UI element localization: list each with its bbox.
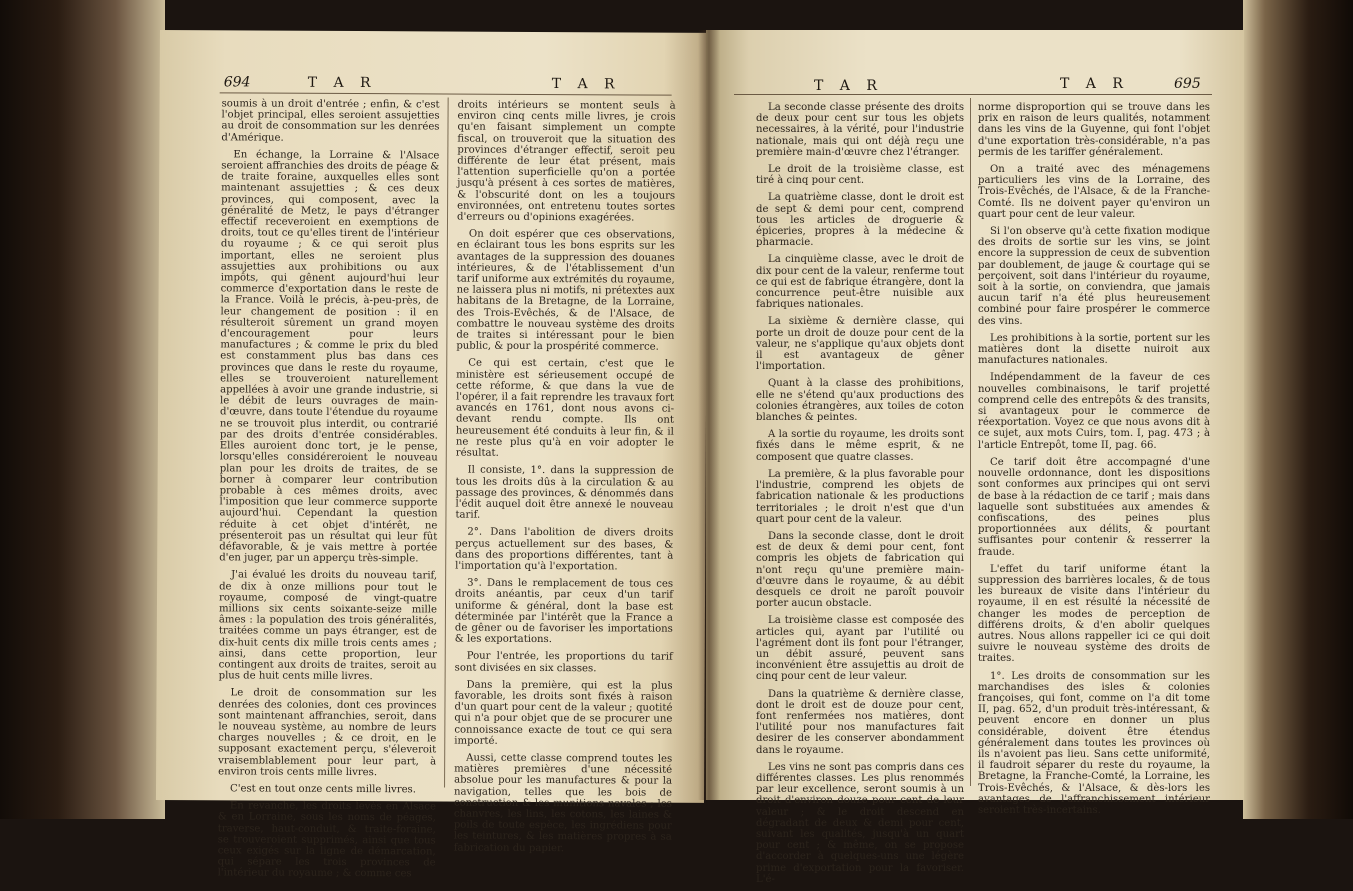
- paragraph: Quant à la classe des prohibitions, elle ne s'étend qu'aux productions des colonies étrangères, aux toiles de coton blanches & peintes.: [756, 378, 964, 424]
- paragraph: J'ai évalué les droits du nouveau tarif, de dix à onze millions pour tout le royaume, composé de vingt-quatre millions six cents soixante-seize mille âmes : la population des trois généralités, traitées comme un pays étranger, est de dix-huit cents dix mille trois cents ames ; ainsi, dans cette proportion, leur contingent aux droits de traites, seroit au plus de huit cents mille livres.: [218, 569, 438, 683]
- paragraph: Indépendamment de la faveur de ces nouvelles combinaisons, le tarif projetté comprend celle des entrepôts & des transits, si avantageux pour le commerce de réexportation. Voyez ce que nous avons dit à ce sujet, aux mots Cuirs, tom. I, pag. 473 ; à l'article Entrepôt, tome II, pag. 66.: [978, 372, 1210, 451]
- running-header-left: T A R: [814, 78, 883, 94]
- paragraph: L'effet du tarif uniforme étant la suppression des barrières locales, & de tous les bureaux de visite dans l'intérieur du royaume, il en est résulté la nécessité de changer les modes de perception de différens droits, & d'en abolir quelques autres. Nous allons rappeller ici ce qui doit suivre le nouveau système des droits de traites.: [978, 563, 1210, 665]
- book-binding-left: [0, 0, 165, 819]
- paragraph: 1°. Les droits de consommation sur les marchandises des isles & colonies françoises, qui font, comme on l'a dit tome II, pag. 652, d'un produit très-intéressant, & peuvent encore en donner un plus considérable, doivent être étendus généralement dans toutes les provinces où ils n'avoient pas lieu. Sans cette uniformité, il faudroit séparer du reste du royaume, la Bretagne, la Franche-Comté, la Lorraine, les Trois-Evêchés, & l'Alsace, & dès-lors les avantages de l'affranchissement intérieur seroient très-incertains.: [978, 670, 1210, 816]
- paragraph: Pour l'entrée, les proportions du tarif sont divisées en six classes.: [454, 650, 673, 674]
- paragraph: La sixième & dernière classe, qui porte un droit de douze pour cent de la valeur, ne s'applique qu'aux objets dont il est avantageux de gêner l'importation.: [756, 316, 964, 373]
- text-column-2: [978, 102, 1210, 822]
- paragraph: Ce tarif doit être accompagné d'une nouvelle ordonnance, dont les dispositions sont conformes aux principes qui ont servi de base à la rédaction de ce tarif ; mais dans laquelle sont substituées aux amendes & confiscations, des peines plus proportionnées aux délits, & pourtant suffisantes pour contenir & resserrer la fraude.: [978, 456, 1210, 558]
- column-divider: [970, 98, 971, 786]
- running-header-right: T A R: [551, 76, 621, 93]
- paragraph: 3°. Dans le remplacement de tous ces droits anéantis, par ceux d'un tarif uniforme & général, dont la base est déterminée par l'intérêt que la France a de gêner ou de favoriser les importations & les exportations.: [454, 577, 674, 646]
- paragraph: 2°. Dans l'abolition de divers droits perçus actuellement sur des bases, & dans des proportions différentes, tant à l'importation qu'à l'exportation.: [455, 526, 674, 573]
- paragraph: A la sortie du royaume, les droits sont fixés dans le même esprit, & ne composent que quatre classes.: [756, 429, 964, 463]
- header-rule: [734, 94, 1212, 95]
- text-column-1: [218, 98, 440, 886]
- paragraph: Dans la seconde classe, dont le droit est de deux & demi pour cent, font compris les objets de fabrication qui n'ont reçu qu'une première main-d'œuvre dans le royaume, & au débit desquels ce droit ne paroît pouvoir porter aucun obstacle.: [756, 530, 964, 610]
- paragraph: Si l'on observe qu'à cette fixation modique des droits de sortie sur les vins, se joint encore la suppression de ceux de subvention par doublement, de jauge & courtage qui se perçoivent, soit dans l'intérieur du royaume, soit à la sortie, on conviendra, que jamais aucun tarif n'a été plus heureusement combiné pour faire prospérer le commerce des vins.: [978, 226, 1210, 327]
- text-column-2: [454, 100, 676, 861]
- paragraph: droits intérieurs se montent seuls à environ cinq cents mille livres, je crois qu'en faisant simplement un compte fiscal, on trouveroit que la situation des provinces d'étranger effectif, seroit peu différente de leur état présent, mais l'attention superficielle qu'on a portée jusqu'à présent à ces sortes de matières, & l'obscurité dont on les a toujours environnées, ont entretenu toutes sortes d'erreurs ou d'opinions exagérées.: [456, 99, 676, 224]
- paragraph: La première, & la plus favorable pour l'industrie, comprend les objets de fabrication nationale & les productions territoriales ; le droit n'est que d'un quart pour cent de la valeur.: [756, 468, 964, 525]
- book-binding-right: [1243, 0, 1353, 819]
- left-page: [156, 30, 708, 880]
- paragraph: La troisième classe est composée des articles qui, ayant par l'utilité ou l'agrément dont ils font pour l'étranger, un débit assuré, peuvent sans inconvénient être assujettis au droit de cinq pour cent de leur valeur.: [756, 615, 964, 683]
- paragraph: Ce qui est certain, c'est que le ministère est sérieusement occupé de cette réforme, & que dans la vue de l'opérer, il a fait reprendre les travaux fort avancés en 1761, dont nous avons ci-devant rendu compte. Ils ont heureusement été conduits à leur fin, & il ne reste plus qu'à en voir adopter le résultat.: [455, 358, 675, 459]
- column-divider: [444, 98, 449, 788]
- paragraph: On a traité avec des ménagemens particuliers les vins de la Lorraine, des Trois-Evêchés, de l'Alsace, & de la Franche-Comté. Ils ne doivent payer qu'environ un quart pour cent de leur valeur.: [978, 164, 1210, 220]
- paragraph: C'est en tout onze cents mille livres.: [229, 783, 416, 796]
- paragraph: Dans la quatrième & dernière classe, dont le droit est de douze pour cent, font renfermées nos matières, dont l'utilité pour nos manufactures fait desirer de les conserver abondamment dans le royaume.: [756, 688, 964, 756]
- paragraph: En échange, la Lorraine & l'Alsace seroient affranchies des droits de péage & de traite foraine, auxquelles elles sont maintenant assujetties ; & ces deux provinces, qui composent, avec la généralité de Metz, le pays d'étranger effectif receveroient en exemptions de droits, tout ce qu'elles tirent de l'intérieur du royaume ; & ce qui seroit plus important, elles ne seroient plus assujetties aux prohibitions ou aux impôts, qui gênent aujourd'hui leur commerce d'exportation dans le reste de la France. Voilà le précis, à-peu-près, de leur changement de position : il en résulteroit sûrement un grand moyen d'encouragement pour leurs manufactures ; & comme le prix du bled est constamment plus bas dans ces provinces que dans le reste du royaume, elles se trouveroient naturellement appellées à avoir une grande industrie, si le débit de leurs ouvrages de main-d'œuvre, dans toute l'étendue du royaume ne se trouvoit plus interdit, ou contrarié par des droits d'entrée considérables. Elles auroient donc tort, je le pense, lorsqu'elles considéreroient le nouveau plan pour les droits de traites, de se borner à comparer leur contribution probable à ces mêmes droits, avec l'imposition que leur commerce supporte aujourd'hui. Cependant la question réduite à cet objet d'intérêt, ne présenteroit pas un résultat qui leur fût défavorable, & je vais mettre à portée d'en juger, par un apperçu très-simple.: [219, 149, 440, 565]
- page-number: 694: [223, 74, 251, 91]
- paragraph: Aussi, cette classe comprend toutes les matières premières d'une nécessité absolue pour les manufactures & pour la navigation, telles que les bois de construction & les munitions navales ; les chanvres, les lins, les cotons, les laines & poils de toute espèce, les ingrédiens pour les teintures, & les matières propres à sa fabrication du papier.: [453, 752, 673, 854]
- text-column-1: [756, 102, 964, 891]
- book-gutter: [698, 30, 720, 800]
- paragraph: soumis à un droit d'entrée ; enfin, & c'est l'objet principal, elles seroient assujetties au droit de consommation sur les denrées d'Amérique.: [221, 98, 440, 144]
- header-rule: [220, 92, 672, 95]
- paragraph: Le droit de consommation sur les denrées des colonies, dont ces provinces sont maintenant affranchies, seroit, dans le nouveau système, au nombre de leurs charges nouvelles ; & ce droit, en le supposant exactement perçu, s'éleveroit vraisemblablement pour leur part, à environ trois cents mille livres.: [218, 687, 437, 778]
- paragraph: Les vins ne sont pas compris dans ces différentes classes. Les plus renommés par leur excellence, seront soumis à un droit d'environ douze pour cent de leur valeur ; & le droit descend en dégradant de deux & demi pour cent, suivant les qualités, jusqu'à un quart pour cent ; & même, on se propose d'accorder à quelques-uns une légère prime d'exportation pour la favoriser. L'é-: [756, 761, 964, 885]
- paragraph: Dans la première, qui est la plus favorable, les droits sont fixés à raison d'un quart pour cent de la valeur ; quotité qui n'a pour objet que de se procurer une connoissance exacte de tout ce qui sera importé.: [454, 679, 673, 747]
- paragraph: Les prohibitions à la sortie, portent sur les matières dont la disette nuiroit aux manufactures nationales.: [978, 332, 1210, 367]
- right-page: [706, 30, 1244, 885]
- paragraph: La cinquième classe, avec le droit de dix pour cent de la valeur, renferme tout ce qui est de fabrique étrangère, dont la concurrence peut-être nuisible aux fabriques nationales.: [756, 254, 964, 311]
- page-number: 695: [1174, 76, 1201, 92]
- paragraph: Il consiste, 1°. dans la suppression de tous les droits dûs à la circulation & au passage des provinces, & dénommés dans l'édit auquel doit être annexé le nouveau tarif.: [455, 464, 674, 521]
- paragraph: norme disproportion qui se trouve dans les prix en raison de leurs qualités, notamment dans les vins de la Guyenne, qui font l'objet d'une exportation très-considérable, n'a pas permis de les tariffer généralement.: [978, 102, 1210, 158]
- paragraph: La quatrième classe, dont le droit est de sept & demi pour cent, comprend tous les articles de droguerie & épiceries, propres à la médecine & pharmacie.: [756, 192, 964, 249]
- paragraph: La seconde classe présente des droits de deux pour cent sur tous les objets necessaires, à la vérité, pour l'industrie nationale, mais qui ont déjà reçu une première main-d'œuvre chez l'étranger.: [756, 102, 964, 158]
- running-header-right: T A R: [1060, 76, 1129, 92]
- running-header-left: T A R: [307, 74, 377, 92]
- paragraph: On doit espérer que ces observations, en éclairant tous les bons esprits sur les avantages de la suppression des douanes intérieures, & de l'établissement d'un tarif uniforme aux extrémités du royaume, ne laissera plus ni motifs, ni prétextes aux habitans de la Bretagne, de la Lorraine, des Trois-Evêchés, & de l'Alsace, de combattre le nouveau système des droits de traites si intéressant pour le bien public, & pour la prospérité commerce.: [456, 228, 675, 353]
- paragraph: Le droit de la troisième classe, est tiré à cinq pour cent.: [756, 164, 964, 187]
- paragraph: En revanche, les droits levés en Alsace & en Lorraine, sous les noms de péages, traverse, haut-conduit, & traite-foraine, se trouveroient supprimés, ainsi que tous ceux exigés sur la ligne de démarcation, qui sépare les trois provinces de l'intérieur du royaume ; & comme ces: [217, 800, 436, 880]
